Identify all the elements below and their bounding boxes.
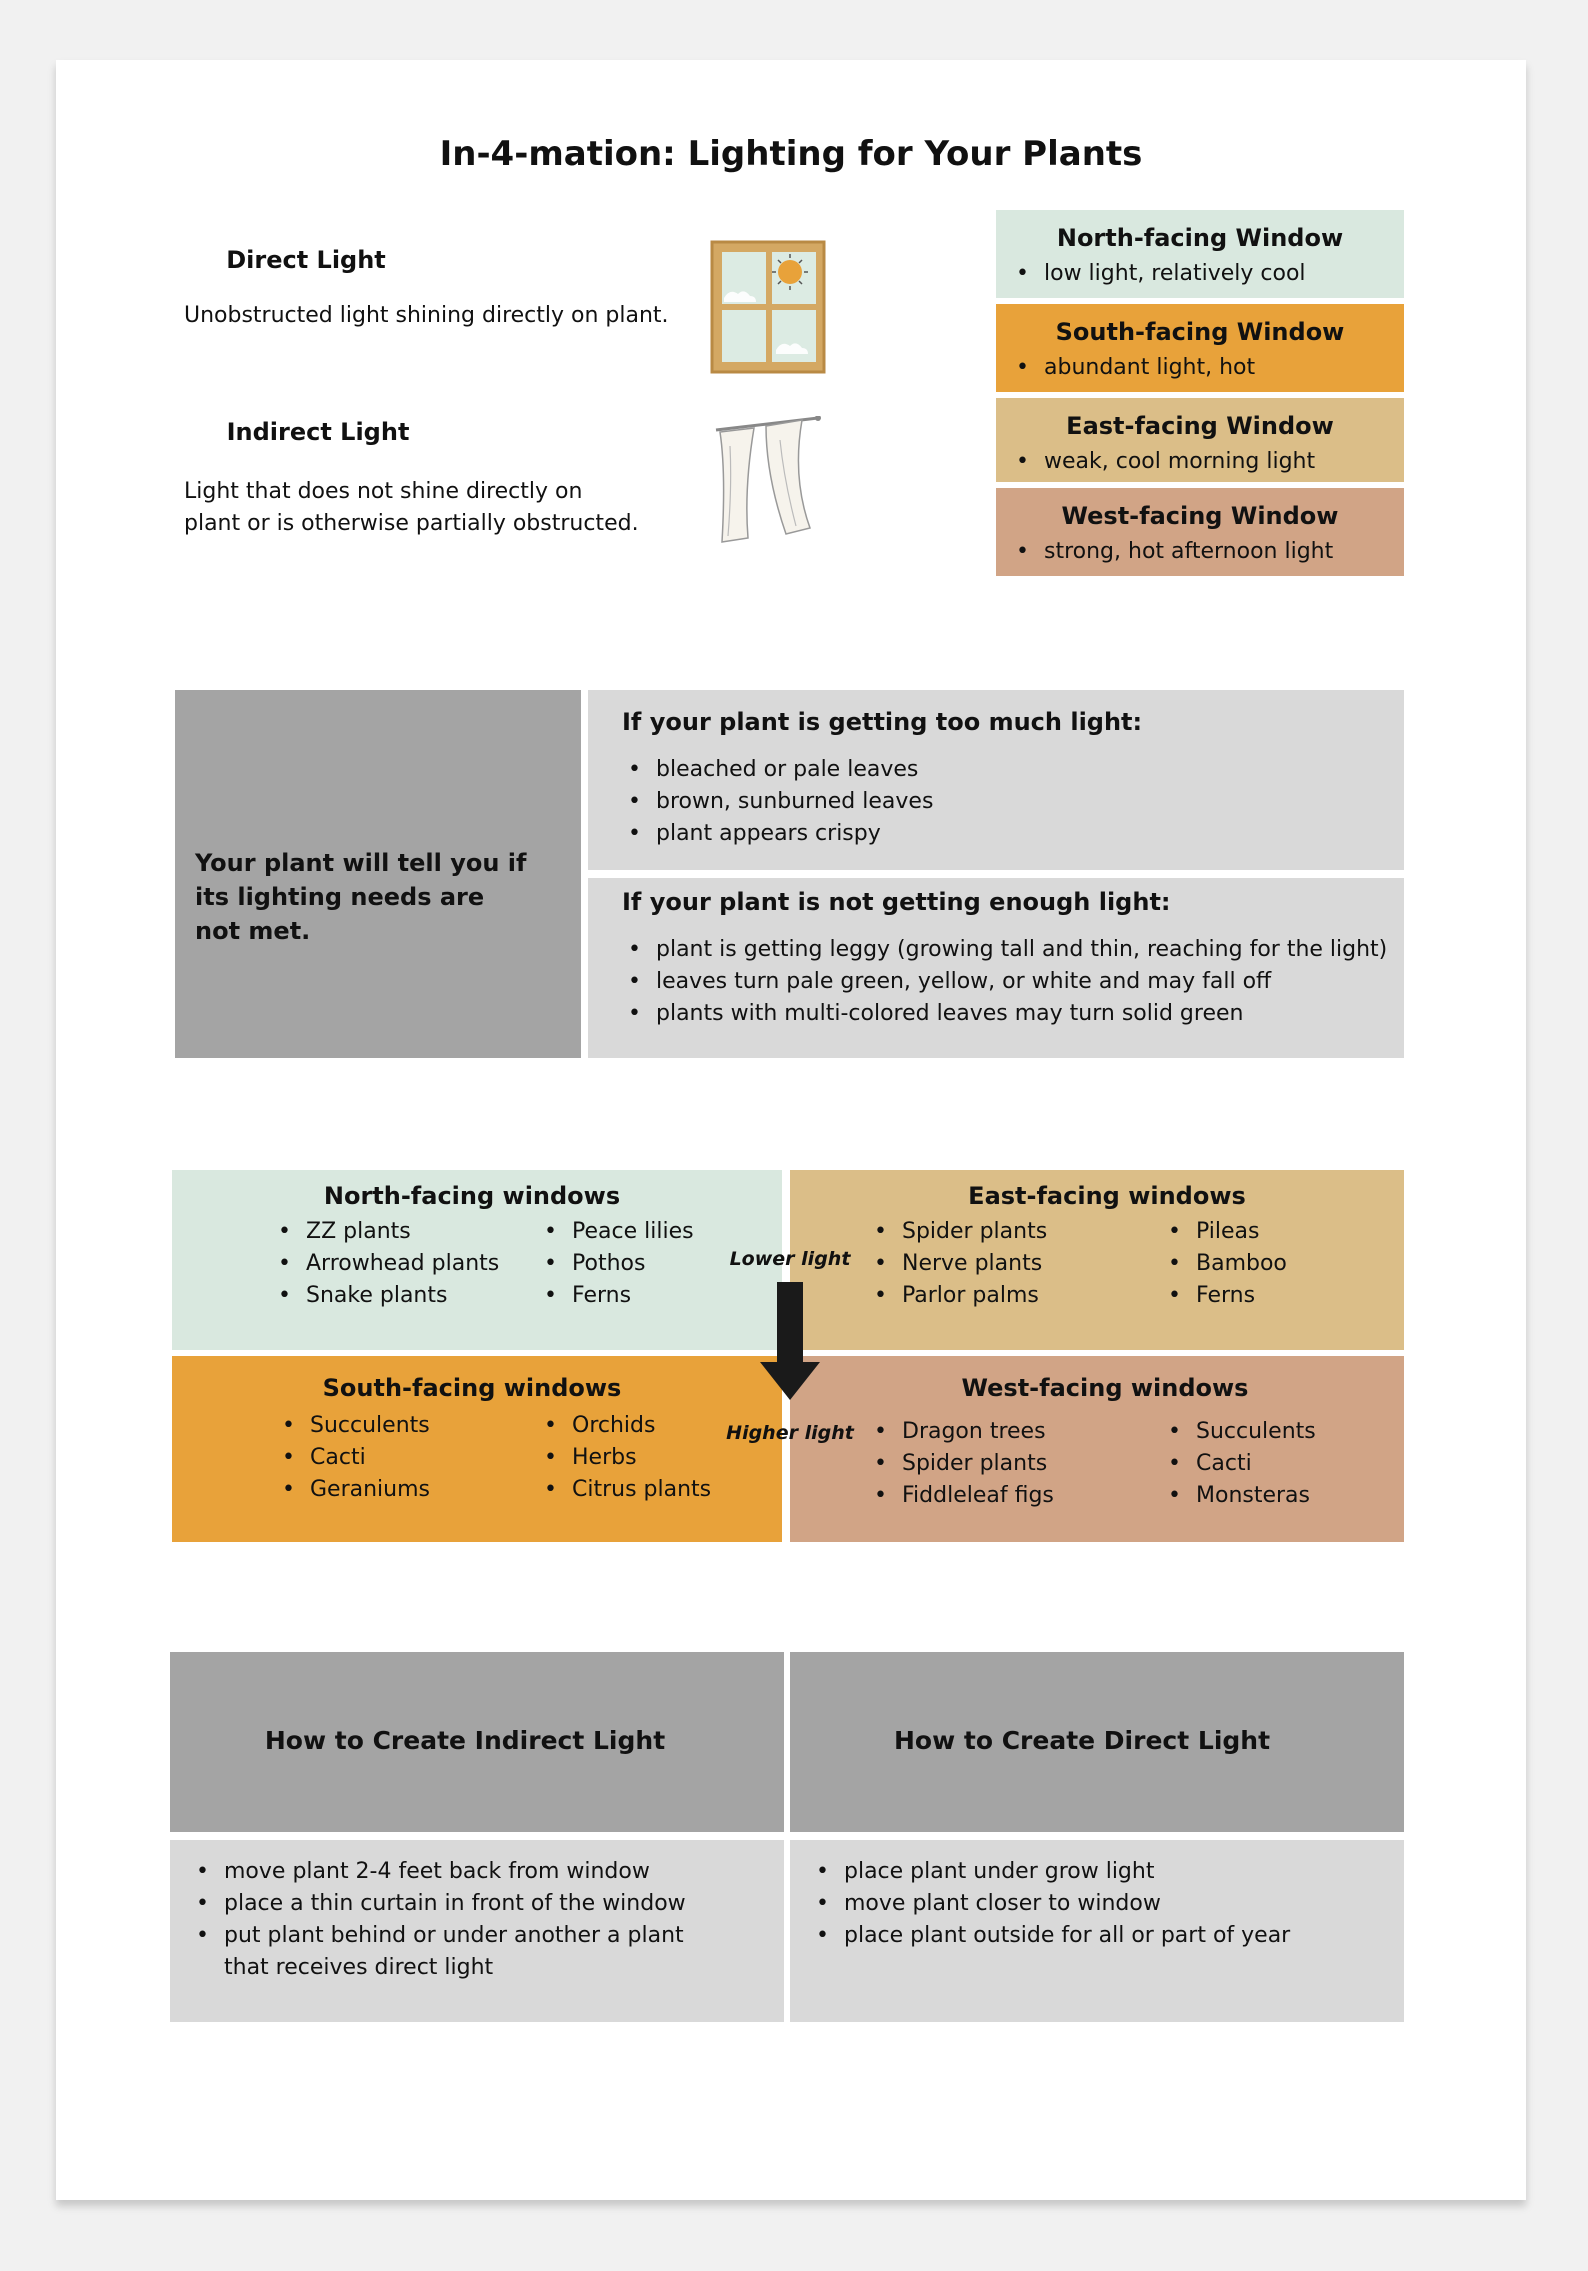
list-item: • Spider plants (868, 1448, 1054, 1480)
direct-light-text: Unobstructed light shining directly on plant. (184, 303, 669, 328)
south-plants-heading: South-facing windows (322, 1374, 622, 1402)
list-item: • plants with multi-colored leaves may turn solid green (622, 998, 1404, 1030)
direct-light-heading: Direct Light (226, 246, 386, 274)
too-much-light-list (622, 754, 1404, 850)
south-plants-list-2 (538, 1410, 711, 1506)
north-plants-list-2 (538, 1216, 694, 1312)
east-window-list (1010, 446, 1404, 478)
east-plants-box (790, 1170, 1404, 1350)
west-window-box (996, 488, 1404, 576)
list-item: • place plant under grow light (810, 1856, 1404, 1888)
page-title: In-4-mation: Lighting for Your Plants (439, 134, 1143, 174)
indirect-howto-heading: How to Create Indirect Light (264, 1726, 666, 1755)
south-window-heading: South-facing Window (1055, 318, 1345, 346)
direct-howto-box (790, 1840, 1404, 2022)
list-item: • Fiddleleaf figs (868, 1480, 1054, 1512)
list-item: • Dragon trees (868, 1416, 1054, 1448)
indirect-light-text-line: Light that does not shine directly on (184, 479, 583, 504)
arrow-label-top: Lower light (729, 1248, 851, 1270)
list-item: • abundant light, hot (1010, 352, 1404, 384)
south-window-box (996, 304, 1404, 392)
indirect-light-text (184, 476, 724, 540)
list-item: • Monsteras (1162, 1480, 1316, 1512)
list-item: • put plant behind or under another a plant (190, 1920, 784, 1952)
curtain-icon (710, 416, 828, 544)
list-item: • Orchids (538, 1410, 711, 1442)
list-item: • Herbs (538, 1442, 711, 1474)
list-item: • Geraniums (276, 1474, 430, 1506)
east-plants-heading: East-facing windows (968, 1182, 1246, 1210)
list-item: • move plant 2-4 feet back from window (190, 1856, 784, 1888)
indirect-light-heading: Indirect Light (226, 418, 410, 446)
down-arrow-icon (754, 1282, 826, 1402)
indirect-light-text-line: plant or is otherwise partially obstructed. (184, 511, 639, 536)
north-plants-heading: North-facing windows (323, 1182, 621, 1210)
indirect-howto-box (170, 1840, 784, 2022)
indirect-howto-list (190, 1856, 784, 1952)
list-item: • Spider plants (868, 1216, 1047, 1248)
west-plants-list-1 (868, 1416, 1054, 1512)
indirect-howto-header (170, 1652, 784, 1832)
list-item: • Citrus plants (538, 1474, 711, 1506)
north-plants-box (172, 1170, 782, 1350)
direct-howto-heading: How to Create Direct Light (893, 1726, 1271, 1755)
list-item: • Arrowhead plants (272, 1248, 499, 1280)
east-window-heading: East-facing Window (1066, 412, 1334, 440)
list-item: • Bamboo (1162, 1248, 1287, 1280)
list-item: • weak, cool morning light (1010, 446, 1404, 478)
east-window-box (996, 398, 1404, 482)
west-window-heading: West-facing Window (1061, 502, 1339, 530)
not-enough-light-heading: If your plant is not getting enough light: (622, 888, 1171, 916)
list-item: • ZZ plants (272, 1216, 499, 1248)
signs-intro-text: Your plant will tell you if its lighting needs are not met. (195, 849, 527, 945)
not-enough-light-box (588, 878, 1404, 1058)
east-plants-list-2 (1162, 1216, 1287, 1312)
document-page (56, 60, 1526, 2200)
west-window-list (1010, 536, 1404, 568)
list-item: • Ferns (538, 1280, 694, 1312)
west-plants-list-2 (1162, 1416, 1316, 1512)
list-item: • place plant outside for all or part of year (810, 1920, 1404, 1952)
list-item: • place a thin curtain in front of the window (190, 1888, 784, 1920)
list-item: • low light, relatively cool (1010, 258, 1404, 290)
too-much-light-heading: If your plant is getting too much light: (622, 708, 1143, 736)
arrow-label-bottom: Higher light (726, 1422, 854, 1444)
direct-howto-header (790, 1652, 1404, 1832)
south-plants-box (172, 1356, 782, 1542)
not-enough-light-list (622, 934, 1404, 1030)
west-plants-box (790, 1356, 1404, 1542)
list-item: • brown, sunburned leaves (622, 786, 1404, 818)
north-plants-list-1 (272, 1216, 499, 1312)
north-window-list (1010, 258, 1404, 290)
direct-howto-list (810, 1856, 1404, 1952)
list-item: • Ferns (1162, 1280, 1287, 1312)
list-item: • Pileas (1162, 1216, 1287, 1248)
list-item: • Nerve plants (868, 1248, 1047, 1280)
list-item: • Pothos (538, 1248, 694, 1280)
north-window-heading: North-facing Window (1056, 224, 1344, 252)
list-item: • move plant closer to window (810, 1888, 1404, 1920)
list-item: • Peace lilies (538, 1216, 694, 1248)
list-item: • Parlor palms (868, 1280, 1047, 1312)
list-item: • plant is getting leggy (growing tall and thin, reaching for the light) (622, 934, 1404, 966)
indirect-howto-continuation: that receives direct light (224, 1955, 494, 1980)
signs-intro-box (175, 690, 581, 1058)
list-item: • strong, hot afternoon light (1010, 536, 1404, 568)
south-plants-list-1 (276, 1410, 430, 1506)
list-item: • Succulents (276, 1410, 430, 1442)
list-item: • Cacti (1162, 1448, 1316, 1480)
list-item: • Succulents (1162, 1416, 1316, 1448)
list-item: • leaves turn pale green, yellow, or white and may fall off (622, 966, 1404, 998)
list-item: • Cacti (276, 1442, 430, 1474)
too-much-light-box (588, 690, 1404, 870)
north-window-box (996, 210, 1404, 298)
list-item: • Snake plants (272, 1280, 499, 1312)
east-plants-list-1 (868, 1216, 1047, 1312)
list-item: • bleached or pale leaves (622, 754, 1404, 786)
window-sun-icon (710, 240, 828, 374)
south-window-list (1010, 352, 1404, 384)
west-plants-heading: West-facing windows (961, 1374, 1249, 1402)
list-item: • plant appears crispy (622, 818, 1404, 850)
